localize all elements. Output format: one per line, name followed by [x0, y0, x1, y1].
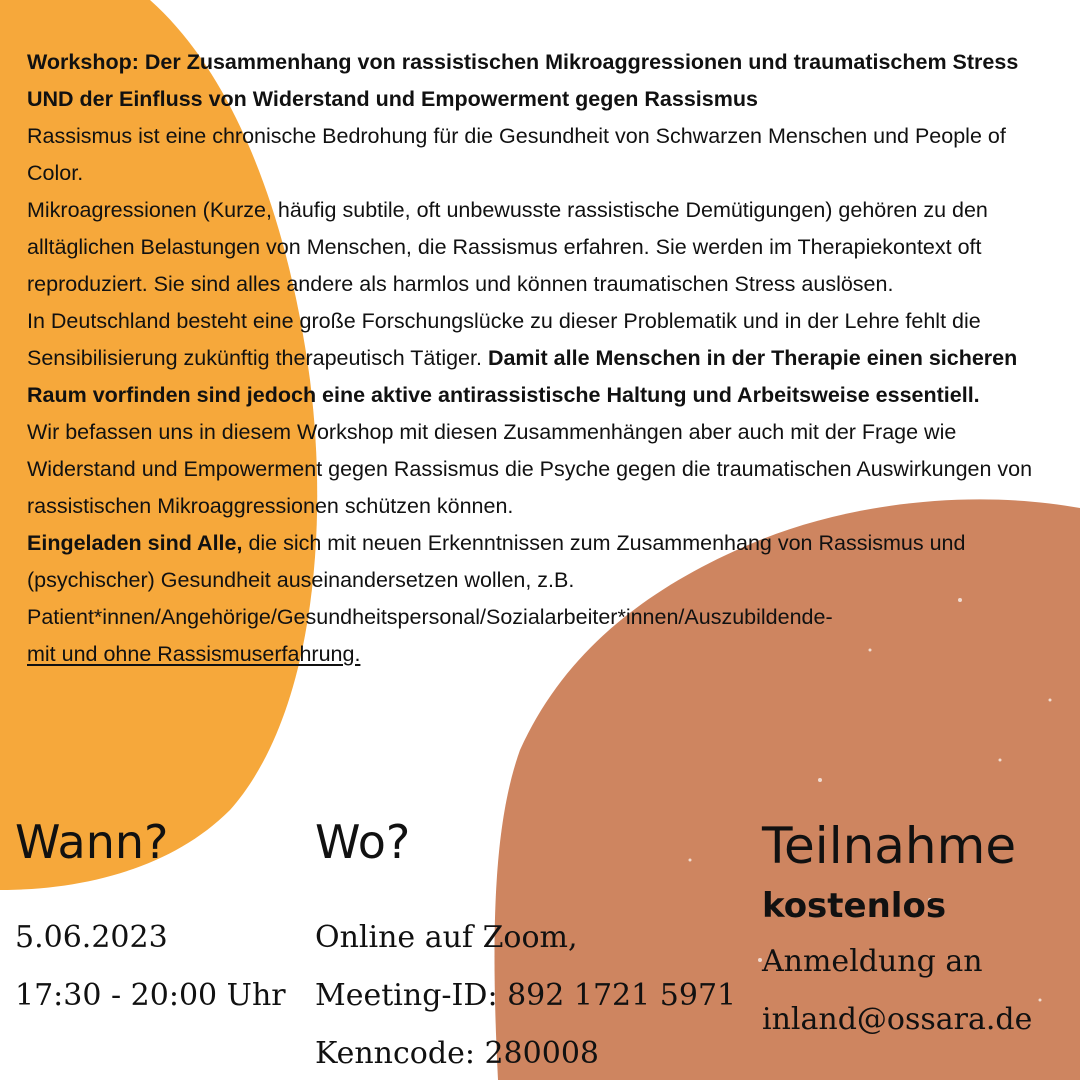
p5-underlined: mit und ohne Rassismuserfahrung. [27, 642, 361, 666]
teilnahme-heading: Teilnahme [762, 817, 1017, 875]
title-text: Der Zusammenhang von rassistischen Mikroaggressionen und traumatischem Stress UND der Einfluss von Widerstand und Empowerment gegen Rassismus [27, 50, 1019, 111]
workshop-title [27, 44, 1057, 118]
meeting-id: Meeting-ID: 892 1721 5971 [315, 978, 737, 1013]
wo-section [315, 815, 755, 1083]
cost-label: kostenlos [762, 886, 947, 926]
wann-section [15, 815, 305, 1025]
p3-normal: In Deutschland besteht eine große Forschungslücke zu dieser Problematik und in der Lehre fehlt die Sensibilisierung zukünftig therapeutisch Tätiger. [27, 309, 981, 370]
registration-label: Anmeldung an [762, 944, 983, 979]
registration-email[interactable]: inland@ossara.de [762, 1002, 1033, 1037]
registration-details [762, 933, 1072, 1049]
intro-text [27, 44, 1057, 673]
p5-bold: Eingeladen sind Alle, [27, 531, 243, 555]
wo-heading: Wo? [315, 815, 411, 869]
paragraph-2: Mikroagressionen (Kurze, häufig subtile, oft unbewusste rassistische Demütigungen) gehören zu den alltäglichen Belastungen von Menschen, die Rassismus erfahren. Sie werden im Therapiekontext oft reproduziert. Sie sind alles andere als harmlos und können traumatischen Stress auslösen. [27, 198, 988, 296]
p3-bold: Damit alle Menschen in der Therapie einen sicheren Raum vorfinden sind jedoch eine aktive antirassistische Haltung und Arbeitsweise essentiell. [27, 346, 1018, 407]
paragraph-5 [27, 525, 1057, 673]
wann-heading: Wann? [15, 815, 169, 869]
event-date: 5.06.2023 [15, 920, 168, 955]
teilnahme-section [762, 815, 1072, 1049]
title-label: Workshop: [27, 50, 139, 74]
paragraph-3 [27, 303, 1057, 414]
wo-details [315, 909, 755, 1083]
passcode: Kenncode: 280008 [315, 1036, 599, 1071]
paragraph-1: Rassismus ist eine chronische Bedrohung für die Gesundheit von Schwarzen Menschen und People of Color. [27, 124, 1006, 185]
wann-details [15, 909, 305, 1025]
event-time: 17:30 - 20:00 Uhr [15, 978, 286, 1013]
p5-normal: die sich mit neuen Erkenntnissen zum Zusammenhang von Rassismus und (psychischer) Gesundheit auseinandersetzen wollen, z.B. Patient*innen/Angehörige/Gesundheitspersonal/Sozialarbeiter*innen/Auszubildende- [27, 531, 966, 629]
location-line: Online auf Zoom, [315, 920, 578, 955]
paragraph-4: Wir befassen uns in diesem Workshop mit diesen Zusammenhängen aber auch mit der Frage wie Widerstand und Empowerment gegen Rassismus die Psyche gegen die traumatischen Auswirkungen von rassistischen Mikroaggressionen schützen können. [27, 420, 1033, 518]
